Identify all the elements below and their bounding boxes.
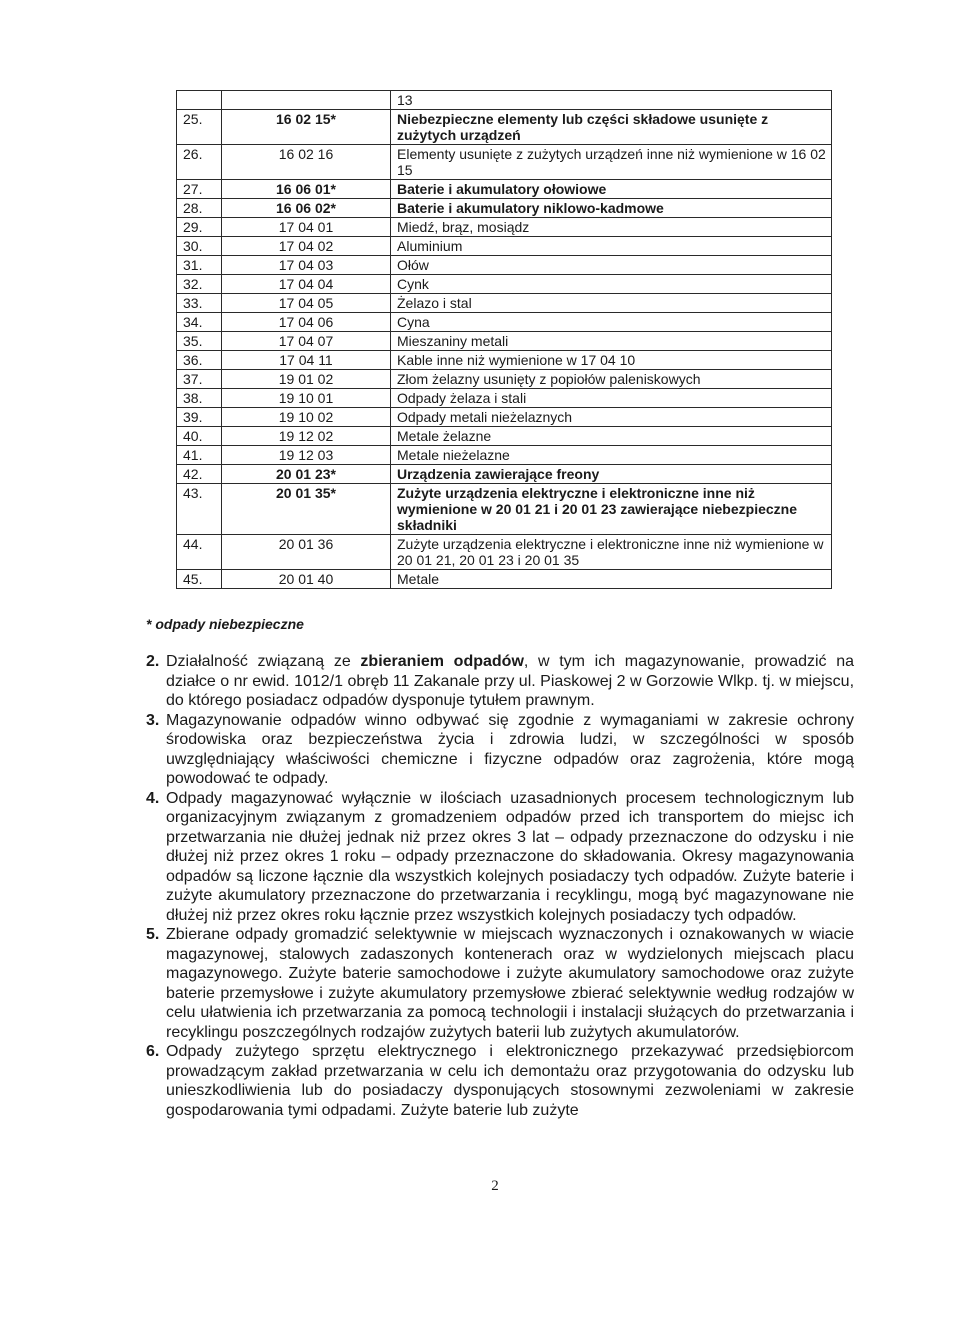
row-number: 44. <box>177 535 222 570</box>
paragraph-number: 5. <box>146 926 160 943</box>
waste-code: 17 04 03 <box>222 256 391 275</box>
row-number: 37. <box>177 370 222 389</box>
waste-description: Baterie i akumulatory ołowiowe <box>391 180 832 199</box>
table-row <box>177 294 832 313</box>
waste-description: Zużyte urządzenia elektryczne i elektroniczne inne niż wymienione w 20 01 21 i 20 01 23 zawierające niebezpieczne składniki <box>391 484 832 535</box>
paragraph-emphasis: zbieraniem odpadów <box>360 653 524 670</box>
paragraph-item <box>146 711 854 789</box>
table-row <box>177 484 832 535</box>
waste-code: 17 04 02 <box>222 237 391 256</box>
footnote: * odpady niebezpieczne <box>146 616 304 632</box>
waste-code: 17 04 06 <box>222 313 391 332</box>
row-number: 29. <box>177 218 222 237</box>
table-row <box>177 199 832 218</box>
waste-description: Aluminium <box>391 237 832 256</box>
paragraph-number: 3. <box>146 711 160 729</box>
waste-code: 19 10 01 <box>222 389 391 408</box>
waste-description: Metale <box>391 570 832 589</box>
waste-code: 20 01 23* <box>222 465 391 484</box>
waste-description: Kable inne niż wymienione w 17 04 10 <box>391 351 832 370</box>
table-row <box>177 237 832 256</box>
waste-code: 16 02 15* <box>222 110 391 145</box>
table-row <box>177 570 832 589</box>
table-row <box>177 446 832 465</box>
waste-code: 19 10 02 <box>222 408 391 427</box>
row-number: 36. <box>177 351 222 370</box>
waste-code: 17 04 04 <box>222 275 391 294</box>
row-number: 40. <box>177 427 222 446</box>
header-page-number: 13 <box>391 91 832 110</box>
paragraph-item <box>146 1042 854 1120</box>
waste-code: 19 12 03 <box>222 446 391 465</box>
paragraph-text: Magazynowanie odpadów winno odbywać się zgodnie z wymaganiami w zakresie ochrony środowiska oraz bezpieczeństwa życia i zdrowia ludzi, w szczególności w sposób uwzględniający właściwości chemiczne i fizyczne odpadów oraz zagrożenia, które mogą powodować te odpady. <box>166 711 854 787</box>
row-number: 43. <box>177 484 222 535</box>
row-number: 30. <box>177 237 222 256</box>
header-cell-empty <box>177 91 222 110</box>
row-number: 35. <box>177 332 222 351</box>
waste-description: Metale żelazne <box>391 427 832 446</box>
waste-description: Ołów <box>391 256 832 275</box>
waste-description: Miedź, brąz, mosiądz <box>391 218 832 237</box>
table-row <box>177 332 832 351</box>
waste-description: Urządzenia zawierające freony <box>391 465 832 484</box>
row-number: 27. <box>177 180 222 199</box>
waste-code: 17 04 07 <box>222 332 391 351</box>
table-row <box>177 351 832 370</box>
row-number: 39. <box>177 408 222 427</box>
paragraph-text: Odpady magazynować wyłącznie w ilościach uzasadnionych procesem technologicznym lub organizacyjnym związanym z gromadzeniem odpadów przed ich transportem do miejsc ich przetwarzania nie dłużej jednak niż przez okres 3 lat – odpady przeznaczone do odzysku i nie dłużej niż przez okres 1 roku – odpady przeznaczone do składowania. Okresy magazynowania odpadów są liczone łącznie dla wszystkich kolejnych posiadaczy tych odpadów. Zużyte baterie i zużyte akumulatory przeznaczone do przetwarzania i recyklingu, mogą być magazynowane nie dłużej niż przez okres roku łącznie przez wszystkich kolejnych posiadaczy tych odpadów. <box>166 789 854 924</box>
table-row <box>177 110 832 145</box>
waste-description: Elementy usunięte z zużytych urządzeń inne niż wymienione w 16 02 15 <box>391 145 832 180</box>
waste-description: Żelazo i stal <box>391 294 832 313</box>
table-row <box>177 427 832 446</box>
waste-description: Odpady metali nieżelaznych <box>391 408 832 427</box>
row-number: 41. <box>177 446 222 465</box>
waste-description: Odpady żelaza i stali <box>391 389 832 408</box>
waste-description: Metale nieżelazne <box>391 446 832 465</box>
waste-code: 19 01 02 <box>222 370 391 389</box>
table-row <box>177 218 832 237</box>
row-number: 31. <box>177 256 222 275</box>
paragraph-text: , w tym ich magazynowanie, prowadzić na działce o nr ewid. 1012/1 obręb 11 Zakanale przy ul. Piaskowej 2 w Gorzowie Wlkp. tj. w miejscu, do którego posiadacz odpadów dysponuje tytułem prawnym. <box>166 653 855 709</box>
waste-description: Złom żelazny usunięty z popiołów paleniskowych <box>391 370 832 389</box>
table-header-row <box>177 91 832 110</box>
header-cell-empty <box>222 91 391 110</box>
table-row <box>177 389 832 408</box>
waste-code: 20 01 35* <box>222 484 391 535</box>
row-number: 34. <box>177 313 222 332</box>
waste-code: 20 01 40 <box>222 570 391 589</box>
row-number: 25. <box>177 110 222 145</box>
waste-code: 20 01 36 <box>222 535 391 570</box>
table-row <box>177 313 832 332</box>
waste-code: 16 02 16 <box>222 145 391 180</box>
paragraph-number: 2. <box>146 653 160 670</box>
table-row <box>177 256 832 275</box>
table-row <box>177 408 832 427</box>
page-number: 2 <box>491 1178 499 1194</box>
paragraph-item <box>146 652 854 711</box>
waste-code: 17 04 05 <box>222 294 391 313</box>
row-number: 38. <box>177 389 222 408</box>
table-row <box>177 535 832 570</box>
table-row <box>177 465 832 484</box>
waste-description: Cynk <box>391 275 832 294</box>
paragraph-item <box>146 789 854 926</box>
paragraph-number: 6. <box>146 1043 160 1060</box>
table-row <box>177 145 832 180</box>
waste-code: 19 12 02 <box>222 427 391 446</box>
waste-codes-table <box>176 90 832 589</box>
waste-code: 17 04 11 <box>222 351 391 370</box>
waste-description: Baterie i akumulatory niklowo-kadmowe <box>391 199 832 218</box>
paragraph-item <box>146 925 854 1042</box>
row-number: 26. <box>177 145 222 180</box>
waste-description: Cyna <box>391 313 832 332</box>
row-number: 28. <box>177 199 222 218</box>
table-row <box>177 275 832 294</box>
row-number: 45. <box>177 570 222 589</box>
row-number: 42. <box>177 465 222 484</box>
paragraph-text: Zbierane odpady gromadzić selektywnie w miejscach wyznaczonych i oznakowanych w wiacie magazynowej, stalowych zadaszonych kontenerach oraz w wydzielonych miejscach placu magazynowego. Zużyte baterie samochodowe i zużyte akumulatory samochodowe oraz zużyte baterie przemysłowe i zużyte akumulatory przemysłowe zbierać selektywnie według rodzajów w celu ułatwienia ich przetwarzania za pomocą technologii i instalacji służących do przetwarzania i recyklingu poszczególnych rodzajów zużytych baterii lub zużytych akumulatorów. <box>166 926 854 1041</box>
waste-description: Niebezpieczne elementy lub części składowe usunięte z zużytych urządzeń <box>391 110 832 145</box>
row-number: 32. <box>177 275 222 294</box>
paragraph-text: Odpady zużytego sprzętu elektrycznego i elektronicznego przekazywać przedsiębiorcom prowadzącym zakład przetwarzania w celu ich demontażu oraz przygotowania do odzysku lub unieszkodliwienia lub do posiadaczy dysponujących stosownymi zezwoleniami w zakresie gospodarowania tymi odpadami. Zużyte baterie lub zużyte <box>166 1043 854 1119</box>
waste-code: 17 04 01 <box>222 218 391 237</box>
paragraph-text: Działalność związaną ze <box>166 653 361 670</box>
paragraph-number: 4. <box>146 789 160 807</box>
row-number: 33. <box>177 294 222 313</box>
numbered-paragraphs <box>146 652 854 1120</box>
table-row <box>177 180 832 199</box>
waste-description: Zużyte urządzenia elektryczne i elektroniczne inne niż wymienione w 20 01 21, 20 01 23 i 20 01 35 <box>391 535 832 570</box>
waste-code: 16 06 02* <box>222 199 391 218</box>
waste-description: Mieszaniny metali <box>391 332 832 351</box>
table-row <box>177 370 832 389</box>
waste-code: 16 06 01* <box>222 180 391 199</box>
